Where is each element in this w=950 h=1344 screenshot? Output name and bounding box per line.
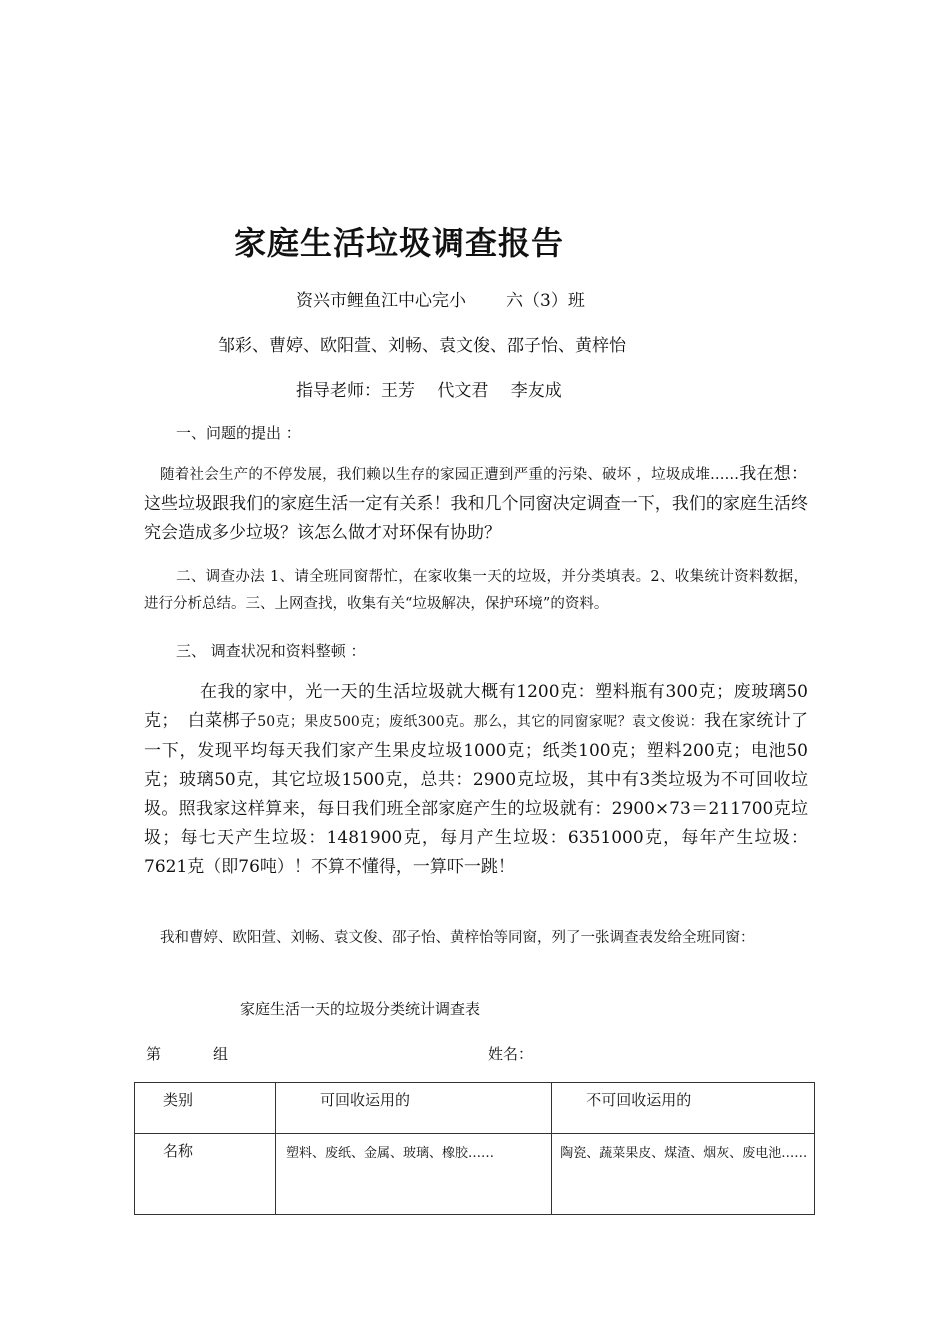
- table-row: [135, 1134, 815, 1215]
- teachers-line: 指导老师：王芳 代文君 李友成: [296, 381, 562, 401]
- section3-paragraph: [144, 678, 808, 882]
- section1-heading: 一、问题的提出 ：: [176, 424, 301, 442]
- section3-heading: 三、 调查状况和资料整顿 ：: [176, 642, 366, 660]
- table-header-row: [135, 1083, 815, 1134]
- section3-text-c: 我在家统计了一下，发现平均每天我们家产生果皮垃圾1000克；纸类100克；塑料200克；电池50克；玻璃50克，其它垃圾1500克，总共：2900克垃圾，其中有3类垃圾为不可回收垃圾。照我家这样算来，每日我们班全部家庭产生的垃圾就有：2900×73＝211700克垃圾；每七天产生垃圾：1481900克，每月产生垃圾：6351000克，每年产生垃圾：7621克（即76吨）！不算不懂得，一算吓一跳！: [144, 711, 809, 877]
- section1-paragraph: [144, 460, 808, 548]
- group-label-b: 组: [213, 1045, 229, 1063]
- authors-line: 邹彩、曹婷、欧阳萱、刘畅、袁文俊、邵子怡、黄梓怡: [218, 336, 626, 356]
- school-line: [296, 286, 585, 311]
- section2-text: 二、调查办法 1、请全班同窗帮忙，在家收集一天的垃圾，并分类填表。2、收集统计资料数据，进行分析总结。三、上网查找，收集有关“垃圾解决，保护环境”的资料。: [144, 569, 808, 612]
- recyclable-items: 塑料、废纸、金属、玻璃、橡胶……: [275, 1134, 551, 1215]
- school-name: 资兴市鲤鱼江中心完小: [296, 291, 466, 311]
- group-label-a: 第: [146, 1045, 162, 1063]
- name-label: 姓名：: [488, 1045, 534, 1063]
- survey-table: [134, 1082, 815, 1215]
- non-recyclable-items: 陶瓷、蔬菜果皮、煤渣、烟灰、废电池……: [552, 1134, 815, 1215]
- section1-text-b: 我在想：这些垃圾跟我们的家庭生活一定有关系！我和几个同窗决定调查一下，我们的家庭生活终究会造成多少垃圾？该怎么做才对环保有协助？: [144, 464, 809, 543]
- class-name: 六（3）班: [506, 291, 585, 311]
- table-title: 家庭生活一天的垃圾分类统计调查表: [240, 1000, 481, 1018]
- report-title: 家庭生活垃圾调查报告: [234, 224, 565, 262]
- header-non-recyclable: 不可回收运用的: [552, 1083, 815, 1134]
- header-category: 类别: [135, 1083, 276, 1134]
- group-label: [146, 1043, 228, 1064]
- section3-text-a: 在我的家中，光一天的生活垃圾就大概有1200克：塑料瓶有300克；废玻璃50克； 白菜梆子: [144, 682, 808, 731]
- section2-paragraph: [144, 564, 808, 618]
- survey-intro-paragraph: 我和曹婷、欧阳萱、刘畅、袁文俊、邵子怡、黄梓怡等同窗，列了一张调查表发给全班同窗：: [160, 930, 755, 946]
- row-label: 名称: [135, 1134, 276, 1215]
- section1-text-a: 随着社会生产的不停发展，我们赖以生存的家园正遭到严重的污染、破坏 ，垃圾成堆……: [160, 467, 740, 483]
- section3-text-b: 50克；果皮500克；废纸300克。那么，其它的同窗家呢？袁文俊说：: [257, 714, 705, 730]
- header-recyclable: 可回收运用的: [275, 1083, 551, 1134]
